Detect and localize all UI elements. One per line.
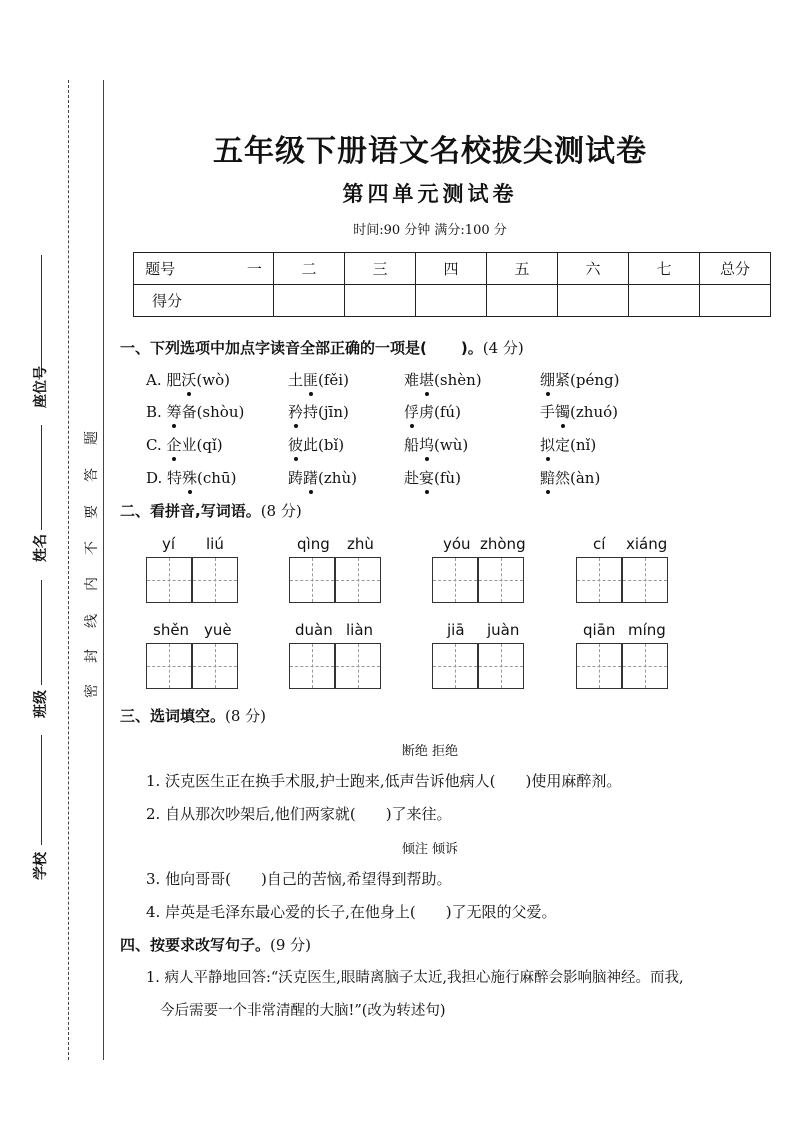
option-c-item: 拟定(nǐ) xyxy=(540,436,597,454)
writing-grid-cell[interactable] xyxy=(478,557,524,603)
fill-sentence: 3. 他向哥哥( )自己的苦恼,希望得到帮助。 xyxy=(146,870,452,888)
option-c-item: 彼此(bǐ) xyxy=(288,436,345,454)
writing-grid-cell[interactable] xyxy=(335,557,381,603)
seal-char: 要 xyxy=(84,505,100,519)
score-entry-cell[interactable] xyxy=(274,285,345,317)
score-entry-cell[interactable] xyxy=(345,285,416,317)
writing-grid-cell[interactable] xyxy=(478,643,524,689)
pinyin-label: zhù xyxy=(347,535,374,553)
pinyin-label: qìng xyxy=(297,535,330,553)
option-a-item: 土匪(fěi) xyxy=(288,371,349,389)
question-2-heading: 二、看拼音,写词语。(8 分) xyxy=(120,502,302,520)
name-label: 姓名 xyxy=(33,534,49,562)
option-d-item: 踌躇(zhù) xyxy=(288,469,357,487)
seal-char: 密 xyxy=(84,684,100,698)
score-entry-cell[interactable] xyxy=(558,285,629,317)
writing-grid-cell[interactable] xyxy=(622,643,668,689)
table-cell: 题号 一 xyxy=(134,253,274,285)
writing-grid-cell[interactable] xyxy=(192,643,238,689)
table-cell: 三 xyxy=(345,253,416,285)
paper-subtitle: 第四单元测试卷 xyxy=(342,182,518,206)
score-table-score-row xyxy=(134,285,771,317)
writing-grid-cell[interactable] xyxy=(146,643,192,689)
pinyin-label: liú xyxy=(206,535,224,553)
score-table-header-row xyxy=(134,253,771,285)
exam-meta: 时间:90 分钟 满分:100 分 xyxy=(353,223,507,238)
question-3-heading: 三、选词填空。(8 分) xyxy=(120,707,267,725)
option-b-item: 矜持(jīn) xyxy=(288,403,349,421)
rewrite-sentence: 1. 病人平静地回答:“沃克医生,眼睛离脑子太近,我担心施行麻醉会影响脑神经。而我, xyxy=(146,970,684,986)
table-cell: 五 xyxy=(487,253,558,285)
pinyin-label: yí xyxy=(162,535,176,553)
score-entry-cell[interactable] xyxy=(700,285,771,317)
option-a-item: A. 肥沃(wò) xyxy=(146,371,230,389)
pinyin-label: zhòng xyxy=(480,535,526,553)
table-cell: 七 xyxy=(629,253,700,285)
pinyin-label: juàn xyxy=(487,621,520,639)
class-field-line xyxy=(41,580,42,685)
writing-grid-cell[interactable] xyxy=(289,643,335,689)
option-d-item: 黯然(àn) xyxy=(540,469,601,487)
writing-grid-cell[interactable] xyxy=(335,643,381,689)
table-cell: 总分 xyxy=(700,253,771,285)
option-a-item: 难堪(shèn) xyxy=(404,371,482,389)
seal-char: 封 xyxy=(84,649,100,663)
writing-grid-cell[interactable] xyxy=(289,557,335,603)
school-label: 学校 xyxy=(33,852,49,880)
fill-sentence: 2. 自从那次吵架后,他们两家就( )了来往。 xyxy=(146,805,452,823)
option-c-item: 船坞(wù) xyxy=(404,436,469,454)
word-choices: 倾注 倾诉 xyxy=(401,842,459,857)
word-choices: 断绝 拒绝 xyxy=(401,744,459,759)
writing-grid-cell[interactable] xyxy=(146,557,192,603)
table-cell: 得分 xyxy=(134,285,274,317)
writing-grid-cell[interactable] xyxy=(576,557,622,603)
option-b-item: 俘虏(fú) xyxy=(404,403,461,421)
table-cell: 四 xyxy=(416,253,487,285)
name-field-line xyxy=(41,425,42,530)
class-label: 班级 xyxy=(33,690,49,718)
score-entry-cell[interactable] xyxy=(416,285,487,317)
paper-title: 五年级下册语文名校拔尖测试卷 xyxy=(213,134,647,169)
fill-sentence: 4. 岸英是毛泽东最心爱的长子,在他身上( )了无限的父爱。 xyxy=(146,903,557,921)
option-d-item: 赴宴(fù) xyxy=(404,469,461,487)
pinyin-label: duàn xyxy=(295,621,333,639)
option-a-item: 绷紧(péng) xyxy=(540,371,620,389)
writing-grid-cell[interactable] xyxy=(622,557,668,603)
seal-char: 内 xyxy=(84,577,100,591)
seal-char: 不 xyxy=(84,541,100,555)
score-entry-cell[interactable] xyxy=(629,285,700,317)
pinyin-label: yóu xyxy=(443,535,471,553)
pinyin-label: jiā xyxy=(447,621,465,639)
option-d-item: D. 特殊(chū) xyxy=(146,469,237,487)
score-table xyxy=(133,252,771,317)
table-cell: 二 xyxy=(274,253,345,285)
writing-grid-cell[interactable] xyxy=(432,557,478,603)
writing-grid-cell[interactable] xyxy=(576,643,622,689)
pinyin-label: xiáng xyxy=(626,535,668,553)
pinyin-label: shěn xyxy=(153,621,190,639)
seat-label: 座位号 xyxy=(33,366,49,408)
writing-grid-cell[interactable] xyxy=(192,557,238,603)
question-1-heading: 一、下列选项中加点字读音全部正确的一项是( )。(4 分) xyxy=(120,339,524,357)
writing-grid-cell[interactable] xyxy=(432,643,478,689)
pinyin-label: cí xyxy=(593,535,606,553)
pinyin-label: qiān xyxy=(583,621,616,639)
option-c-item: C. 企业(qǐ) xyxy=(146,436,223,454)
seat-field-line xyxy=(41,255,42,375)
seal-char: 答 xyxy=(84,468,100,482)
fill-sentence: 1. 沃克医生正在换手术服,护士跑来,低声告诉他病人( )使用麻醉剂。 xyxy=(146,772,622,790)
score-entry-cell[interactable] xyxy=(487,285,558,317)
rewrite-sentence-cont: 今后需要一个非常清醒的大脑!”(改为转述句) xyxy=(160,1003,446,1019)
pinyin-label: yuè xyxy=(204,621,232,639)
seal-char: 题 xyxy=(84,431,100,445)
option-b-item: B. 筹备(shòu) xyxy=(146,403,245,421)
question-4-heading: 四、按要求改写句子。(9 分) xyxy=(120,936,312,954)
pinyin-label: liàn xyxy=(346,621,374,639)
pinyin-label: míng xyxy=(628,621,666,639)
option-b-item: 手镯(zhuó) xyxy=(540,403,618,421)
seal-char: 线 xyxy=(84,614,100,628)
table-cell: 六 xyxy=(558,253,629,285)
